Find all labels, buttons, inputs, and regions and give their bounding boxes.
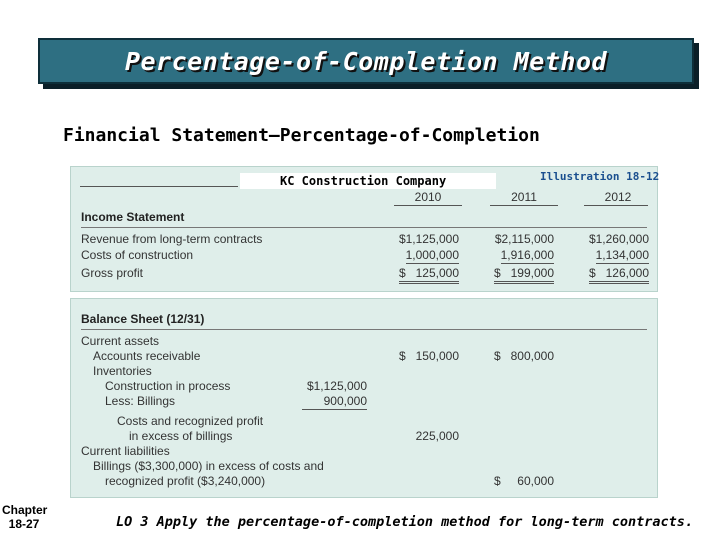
billings-excess-label-2: recognized profit ($3,240,000) xyxy=(105,474,266,488)
revenue-2011: $2,115,000 xyxy=(494,232,554,246)
accounts-receivable-label: Accounts receivable xyxy=(93,349,201,363)
chapter-text: Chapter xyxy=(2,503,48,517)
billings-value: 900,000 xyxy=(302,393,367,410)
year-2011: 2011 xyxy=(511,190,537,204)
income-heading-rule xyxy=(81,227,647,228)
costs-2010: 1,000,000 xyxy=(405,248,459,262)
inventories-label: Inventories xyxy=(93,364,152,378)
billings-excess-label-1: Billings ($3,300,000) in excess of costs and xyxy=(93,459,324,473)
slide-subtitle: Financial Statement—Percentage-of-Completion xyxy=(63,125,540,146)
year-2011-rule xyxy=(490,205,558,206)
costs-recognized-label-2: in excess of billings xyxy=(129,429,233,443)
learning-objective: LO 3 Apply the percentage-of-completion method for long-term contracts. xyxy=(116,514,694,530)
billings-excess-value: $ 60,000 xyxy=(493,474,554,488)
costs-2011: 1,916,000 xyxy=(500,248,554,262)
costs-2012: 1,134,000 xyxy=(595,248,649,262)
costs-label: Costs of construction xyxy=(81,248,194,262)
ar-2010: $ 150,000 xyxy=(398,349,459,363)
less-billings-label: Less: Billings xyxy=(105,394,176,408)
revenue-2012: $1,260,000 xyxy=(588,232,649,246)
illustration-label: Illustration 18-12 xyxy=(540,170,660,183)
gross-profit-2011: $ 199,000 xyxy=(494,265,554,284)
balance-heading-rule xyxy=(81,329,647,330)
title-banner xyxy=(38,38,694,84)
year-2010: 2010 xyxy=(414,190,442,204)
slide-title: Percentage-of-Completion Method xyxy=(124,46,608,76)
revenue-2010: $1,125,000 xyxy=(398,232,459,246)
gross-profit-2012: $ 126,000 xyxy=(589,265,649,284)
ar-2011: $ 800,000 xyxy=(493,349,554,363)
gross-profit-label: Gross profit xyxy=(81,266,144,280)
header-rule xyxy=(80,186,238,187)
costs-recognized-label-1: Costs and recognized profit xyxy=(117,414,264,428)
balance-sheet-heading: Balance Sheet (12/31) xyxy=(81,312,205,326)
year-2012: 2012 xyxy=(604,190,632,204)
revenue-label: Revenue from long-term contracts xyxy=(81,232,263,246)
costs-recognized-value: 225,000 xyxy=(415,429,459,443)
chapter-label xyxy=(2,503,46,531)
current-assets-label: Current assets xyxy=(81,334,160,348)
cip-label: Construction in process xyxy=(105,379,231,393)
current-liabilities-label: Current liabilities xyxy=(81,444,170,458)
gross-profit-2010: $ 125,000 xyxy=(399,265,459,284)
page-number: 18-27 xyxy=(8,517,40,531)
cip-value: $1,125,000 xyxy=(306,379,367,393)
year-2012-rule xyxy=(584,205,648,206)
company-name: KC Construction Company xyxy=(280,174,447,188)
income-statement-heading: Income Statement xyxy=(81,210,185,224)
year-2010-rule xyxy=(394,205,462,206)
balance-sheet-panel xyxy=(70,298,658,498)
